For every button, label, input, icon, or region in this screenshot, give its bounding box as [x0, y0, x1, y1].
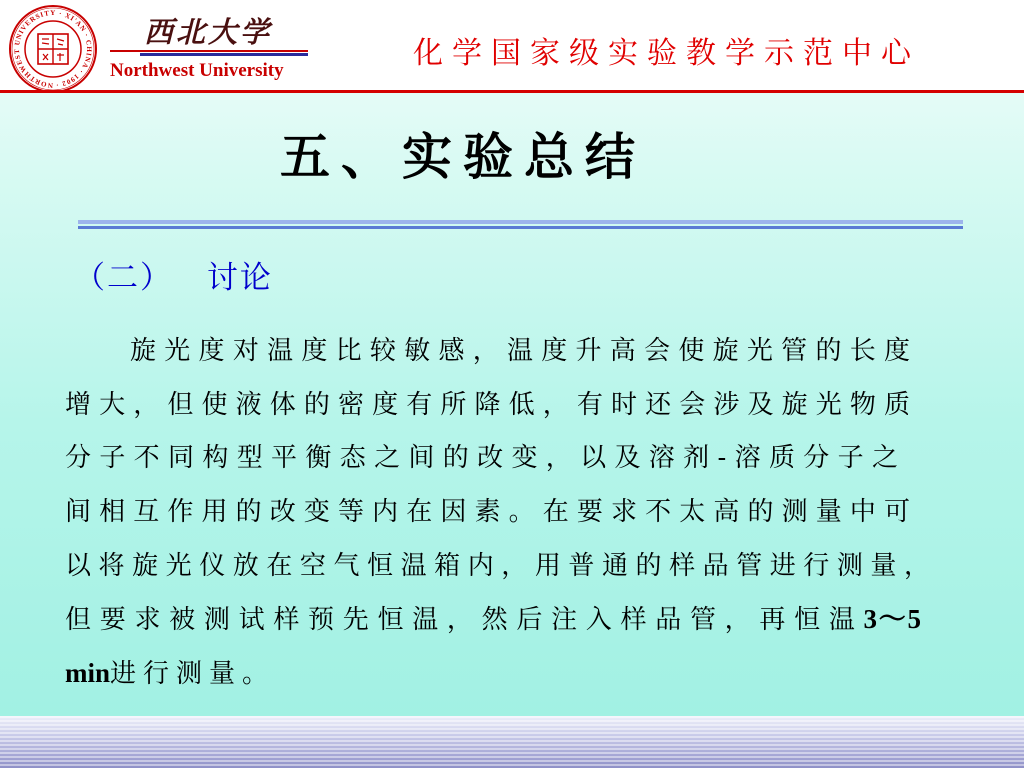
title-divider-line-dark — [78, 226, 963, 229]
university-name-english: Northwest University — [110, 60, 284, 81]
seal-ring-text: NORTHWEST UNIVERSITY · XI'AN · CHINA · 1902 · — [12, 8, 94, 90]
title-divider — [78, 220, 963, 232]
body-number-range: 3～5 — [863, 604, 921, 635]
university-seal-icon — [8, 4, 98, 94]
logo-underline-red — [110, 50, 308, 52]
footer-band — [0, 716, 1024, 768]
body-text-segment: 分子不同构型平衡态之间的改变，以及溶剂-溶质分子之 — [65, 443, 905, 474]
body-line — [65, 647, 365, 701]
body-line — [65, 540, 937, 594]
body-text-segment: 进行测量。 — [110, 659, 276, 690]
body-line — [65, 486, 917, 540]
body-paragraph — [0, 325, 1024, 701]
body-line — [65, 379, 917, 433]
body-line — [65, 432, 905, 486]
body-text-segment: 以将旋光仪放在空气恒温箱内，用普通的样品管进行测量， — [65, 550, 937, 581]
body-text-segment: 但要求被测试样预先恒温，然后注入样品管，再恒温 — [65, 605, 864, 636]
logo-underline-blue — [140, 53, 308, 56]
center-name: 化学国家级实验教学示范中心 — [413, 36, 920, 71]
section-subtitle: （二） 讨论 — [74, 260, 273, 296]
body-line — [65, 593, 921, 647]
slide-title: 五、实验总结 — [280, 127, 646, 186]
title-divider-line-light — [78, 220, 963, 224]
body-text-segment: 增大，但使液体的密度有所降低，有时还会涉及旋光物质 — [65, 389, 917, 420]
body-text-segment: 旋光度对温度比较敏感，温度升高会使旋光管的长度 — [130, 336, 917, 366]
body-unit: min — [65, 658, 111, 689]
body-line — [130, 325, 917, 379]
university-name-chinese: 西北大学 — [144, 15, 273, 49]
slide-header — [0, 0, 1024, 90]
header-divider — [0, 90, 1024, 93]
body-text-segment: 间相互作用的改变等内在因素。在要求不太高的测量中可 — [65, 497, 917, 528]
